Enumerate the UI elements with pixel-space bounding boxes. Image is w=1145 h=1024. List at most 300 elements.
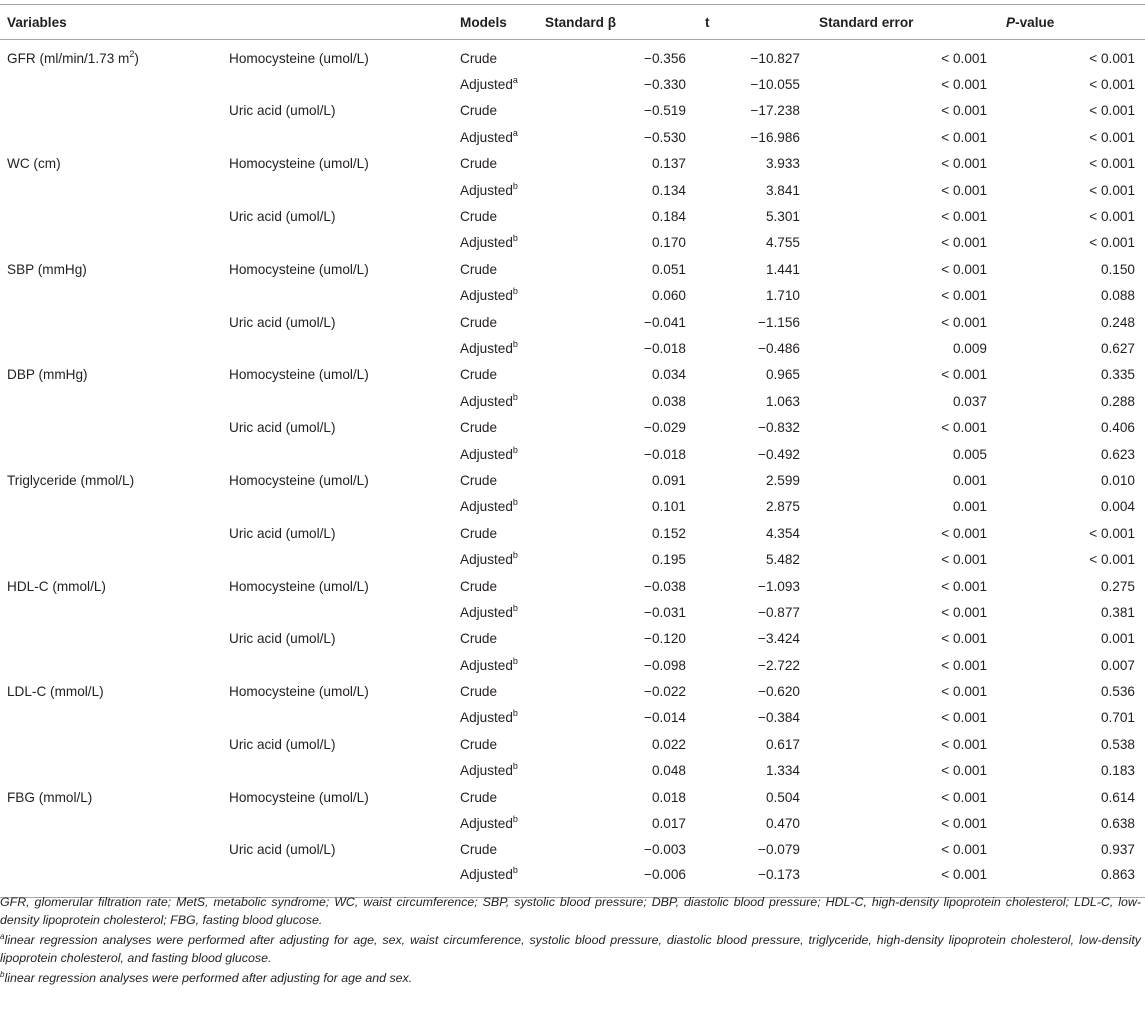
table-row <box>0 784 1145 810</box>
cell-model <box>453 810 538 836</box>
cell-p-value: 0.001 <box>1100 631 1135 647</box>
cell-t: 5.301 <box>765 209 800 225</box>
cell-p-value: < 0.001 <box>1089 209 1135 225</box>
model-label: Adjusted <box>460 499 513 515</box>
model-footnote-mark: b <box>512 444 518 455</box>
cell-standard-beta: −0.022 <box>644 684 686 700</box>
cell-model <box>453 494 538 520</box>
cell-t: 0.470 <box>765 816 800 832</box>
cell-model <box>453 71 538 97</box>
header-standard-error: Standard error <box>812 5 999 40</box>
cell-model <box>453 599 538 625</box>
cell-p-value: 0.004 <box>1100 499 1135 515</box>
cell-standard-error: < 0.001 <box>941 789 987 805</box>
cell-model <box>453 784 538 810</box>
model-footnote-mark: b <box>512 814 518 825</box>
cell-t: −2.722 <box>758 657 800 673</box>
cell-exposure <box>222 758 453 784</box>
model-label: Crude <box>460 367 498 383</box>
cell-standard-beta: −0.519 <box>644 103 686 119</box>
table-row <box>0 520 1145 546</box>
cell-standard-beta: 0.022 <box>651 736 686 752</box>
cell-exposure <box>222 494 453 520</box>
header-row <box>0 5 1145 40</box>
variable-label: FBG (mmol/L) <box>7 789 93 805</box>
cell-standard-error: 0.001 <box>952 499 987 515</box>
cell-exposure: Uric acid (umol/L) <box>229 631 336 647</box>
model-label: Crude <box>460 684 498 700</box>
cell-exposure: Homocysteine (umol/L) <box>229 261 369 277</box>
cell-standard-error: < 0.001 <box>941 182 987 198</box>
model-label: Crude <box>460 156 498 172</box>
cell-model <box>453 335 538 361</box>
cell-variable <box>0 494 222 520</box>
cell-p-value: 0.538 <box>1100 736 1135 752</box>
cell-standard-beta: 0.184 <box>651 209 686 225</box>
model-footnote-mark: b <box>512 497 518 508</box>
cell-variable <box>0 599 222 625</box>
cell-t: −0.832 <box>758 420 800 436</box>
cell-standard-error: < 0.001 <box>941 235 987 251</box>
cell-standard-error: < 0.001 <box>941 209 987 225</box>
cell-model <box>453 414 538 440</box>
cell-exposure: Uric acid (umol/L) <box>229 103 336 119</box>
model-label: Crude <box>460 789 498 805</box>
cell-standard-error: < 0.001 <box>941 103 987 119</box>
cell-p-value: 0.627 <box>1100 340 1135 356</box>
model-footnote-mark: b <box>512 338 518 349</box>
cell-t: 1.710 <box>765 288 800 304</box>
cell-exposure: Uric acid (umol/L) <box>229 736 336 752</box>
variable-suffix: ) <box>134 50 139 66</box>
cell-standard-error: < 0.001 <box>941 657 987 673</box>
model-label: Crude <box>460 103 498 119</box>
cell-exposure <box>222 230 453 256</box>
cell-standard-error: < 0.001 <box>941 77 987 93</box>
cell-model <box>453 758 538 784</box>
cell-standard-error: < 0.001 <box>941 631 987 647</box>
footnote-b <box>0 969 1141 987</box>
table-row <box>0 731 1145 757</box>
model-label: Crude <box>460 578 498 594</box>
cell-t: −17.238 <box>750 103 800 119</box>
table-footnotes <box>0 893 1141 989</box>
cell-exposure <box>222 124 453 150</box>
cell-t: 3.933 <box>765 156 800 172</box>
cell-variable <box>0 335 222 361</box>
cell-standard-beta: −0.014 <box>644 710 686 726</box>
model-footnote-mark: b <box>512 180 518 191</box>
cell-standard-beta: −0.356 <box>644 50 686 66</box>
cell-standard-error: 0.037 <box>952 393 987 409</box>
footnote-a <box>0 931 1141 967</box>
cell-p-value: < 0.001 <box>1089 50 1135 66</box>
cell-p-value: 0.381 <box>1100 604 1135 620</box>
cell-standard-beta: 0.060 <box>651 288 686 304</box>
cell-exposure: Homocysteine (umol/L) <box>229 156 369 172</box>
cell-p-value: < 0.001 <box>1089 552 1135 568</box>
table-row <box>0 837 1145 863</box>
cell-variable <box>0 40 222 72</box>
cell-t: −0.492 <box>758 446 800 462</box>
table-row <box>0 573 1145 599</box>
cell-variable <box>0 731 222 757</box>
cell-model <box>453 520 538 546</box>
model-footnote-mark: b <box>512 602 518 613</box>
cell-variable <box>0 362 222 388</box>
cell-model <box>453 283 538 309</box>
cell-exposure <box>222 283 453 309</box>
cell-t: −0.079 <box>758 842 800 858</box>
cell-exposure: Uric acid (umol/L) <box>229 420 336 436</box>
cell-variable <box>0 441 222 467</box>
cell-standard-error: < 0.001 <box>941 288 987 304</box>
cell-variable <box>0 388 222 414</box>
model-footnote-mark: b <box>512 655 518 666</box>
cell-p-value: < 0.001 <box>1089 129 1135 145</box>
header-standard-beta: Standard β <box>538 5 698 40</box>
cell-t: −1.093 <box>758 578 800 594</box>
model-label: Crude <box>460 631 498 647</box>
cell-p-value: 0.010 <box>1100 472 1135 488</box>
cell-t: 3.841 <box>765 182 800 198</box>
cell-t: 1.441 <box>765 261 800 277</box>
table-row <box>0 283 1145 309</box>
cell-standard-beta: 0.137 <box>651 156 686 172</box>
cell-exposure <box>222 599 453 625</box>
cell-model <box>453 837 538 863</box>
table-row <box>0 494 1145 520</box>
cell-variable <box>0 203 222 229</box>
table-row <box>0 203 1145 229</box>
table-row <box>0 546 1145 572</box>
table-row <box>0 467 1145 493</box>
cell-model <box>453 731 538 757</box>
cell-t: −1.156 <box>758 314 800 330</box>
cell-p-value: 0.288 <box>1100 393 1135 409</box>
table-row <box>0 362 1145 388</box>
cell-p-value: 0.623 <box>1100 446 1135 462</box>
table-row <box>0 40 1145 72</box>
cell-variable <box>0 467 222 493</box>
cell-p-value: 0.406 <box>1100 420 1135 436</box>
table-header <box>0 5 1145 40</box>
regression-table <box>0 4 1145 898</box>
cell-standard-beta: −0.003 <box>644 842 686 858</box>
cell-model <box>453 678 538 704</box>
cell-standard-error: < 0.001 <box>941 763 987 779</box>
cell-standard-beta: −0.006 <box>538 863 698 898</box>
cell-model <box>453 705 538 731</box>
header-variables: Variables <box>0 5 222 40</box>
model-label: Adjusted <box>460 340 513 356</box>
cell-variable <box>0 546 222 572</box>
model-label: Adjusted <box>460 710 513 726</box>
cell-standard-error: < 0.001 <box>812 863 999 898</box>
footnote-b-mark: b <box>0 970 5 979</box>
table-row <box>0 151 1145 177</box>
cell-model <box>453 40 538 72</box>
table-row <box>0 388 1145 414</box>
cell-standard-error: < 0.001 <box>941 314 987 330</box>
cell-p-value: 0.150 <box>1100 261 1135 277</box>
model-label: Crude <box>460 842 498 858</box>
cell-standard-beta: −0.098 <box>644 657 686 673</box>
model-footnote-mark: a <box>512 127 518 138</box>
cell-variable <box>0 758 222 784</box>
model-label: Adjusted <box>460 182 513 198</box>
cell-model <box>453 98 538 124</box>
footnote-b-text: linear regression analyses were performed after adjusting for age and sex. <box>4 971 413 985</box>
cell-variable <box>0 151 222 177</box>
cell-standard-beta: −0.041 <box>644 314 686 330</box>
cell-exposure: Uric acid (umol/L) <box>229 525 336 541</box>
cell-variable <box>0 309 222 335</box>
cell-standard-beta: −0.120 <box>644 631 686 647</box>
cell-t: 1.063 <box>765 393 800 409</box>
model-label: Adjusted <box>460 816 513 832</box>
model-label: Adjusted <box>460 552 513 568</box>
cell-standard-error: < 0.001 <box>941 816 987 832</box>
cell-standard-beta: 0.048 <box>651 763 686 779</box>
model-footnote-mark: b <box>512 550 518 561</box>
table-row <box>0 652 1145 678</box>
cell-standard-error: < 0.001 <box>941 842 987 858</box>
cell-model <box>453 546 538 572</box>
table-row <box>0 678 1145 704</box>
cell-model <box>453 573 538 599</box>
cell-t: −0.173 <box>698 863 812 898</box>
cell-variable <box>0 71 222 97</box>
cell-standard-beta: 0.170 <box>651 235 686 251</box>
cell-p-value: 0.937 <box>1100 842 1135 858</box>
cell-variable <box>0 520 222 546</box>
model-label: Crude <box>460 736 498 752</box>
cell-p-value: < 0.001 <box>1089 525 1135 541</box>
model-label: Adjusted <box>460 446 513 462</box>
cell-exposure: Uric acid (umol/L) <box>229 209 336 225</box>
variable-label: HDL-C (mmol/L) <box>7 578 106 594</box>
cell-model <box>453 441 538 467</box>
cell-standard-beta: −0.018 <box>644 340 686 356</box>
cell-standard-beta: −0.031 <box>644 604 686 620</box>
model-label: Adjusted <box>460 235 513 251</box>
model-footnote-mark: a <box>512 75 518 86</box>
table-row <box>0 309 1145 335</box>
cell-t: −0.620 <box>758 684 800 700</box>
cell-t: −3.424 <box>758 631 800 647</box>
cell-t: −0.877 <box>758 604 800 620</box>
model-footnote-mark: b <box>512 391 518 402</box>
cell-model <box>453 626 538 652</box>
model-label: Crude <box>460 420 498 436</box>
cell-t: 0.965 <box>765 367 800 383</box>
cell-p-value: 0.536 <box>1100 684 1135 700</box>
cell-variable <box>0 573 222 599</box>
footnote-a-mark: a <box>0 932 5 941</box>
cell-standard-beta: 0.152 <box>651 525 686 541</box>
model-label: Crude <box>460 525 498 541</box>
model-label: Crude <box>460 261 498 277</box>
model-label: Crude <box>460 209 498 225</box>
header-exposure <box>222 5 453 40</box>
header-models: Models <box>453 5 538 40</box>
cell-p-value: < 0.001 <box>1089 182 1135 198</box>
header-t: t <box>698 5 812 40</box>
cell-standard-error: < 0.001 <box>941 578 987 594</box>
cell-exposure <box>222 388 453 414</box>
cell-standard-error: 0.001 <box>952 472 987 488</box>
table-row <box>0 414 1145 440</box>
cell-exposure: Homocysteine (umol/L) <box>229 367 369 383</box>
cell-model <box>453 652 538 678</box>
cell-t: −16.986 <box>750 129 800 145</box>
table-row <box>0 98 1145 124</box>
cell-p-value: 0.701 <box>1100 710 1135 726</box>
cell-p-value: < 0.001 <box>1089 77 1135 93</box>
variable-label: SBP (mmHg) <box>7 261 87 277</box>
cell-t: −0.486 <box>758 340 800 356</box>
cell-t: 2.599 <box>765 472 800 488</box>
variable-label: DBP (mmHg) <box>7 367 88 383</box>
header-p-value <box>999 5 1145 40</box>
cell-exposure <box>222 335 453 361</box>
cell-exposure: Homocysteine (umol/L) <box>229 578 369 594</box>
model-label: Adjusted <box>460 129 513 145</box>
cell-variable <box>0 256 222 282</box>
cell-standard-beta: 0.134 <box>651 182 686 198</box>
table-row <box>0 256 1145 282</box>
cell-model <box>453 256 538 282</box>
cell-model <box>453 230 538 256</box>
cell-standard-error: < 0.001 <box>941 525 987 541</box>
cell-standard-beta: −0.530 <box>644 129 686 145</box>
model-footnote-mark: b <box>512 761 518 772</box>
model-label: Crude <box>460 472 498 488</box>
footnote-a-text: linear regression analyses were performed after adjusting for age, sex, waist circumference, systolic blood pressure, diastolic blood pressure, triglyceride, high-density lipoprotein cholesterol, low-density lipoprotein cholesterol, and fasting blood glucose. <box>0 933 1141 965</box>
cell-standard-error: 0.009 <box>952 340 987 356</box>
cell-p-value: 0.614 <box>1100 789 1135 805</box>
cell-standard-beta: −0.038 <box>644 578 686 594</box>
cell-variable <box>0 705 222 731</box>
cell-variable <box>0 98 222 124</box>
cell-p-value: 0.638 <box>1100 816 1135 832</box>
table-row <box>0 124 1145 150</box>
model-label: Adjusted <box>460 867 513 883</box>
cell-exposure <box>222 705 453 731</box>
model-footnote-mark: b <box>512 708 518 719</box>
cell-model <box>453 151 538 177</box>
model-footnote-mark: b <box>512 233 518 244</box>
cell-exposure <box>222 177 453 203</box>
cell-exposure: Homocysteine (umol/L) <box>229 789 369 805</box>
cell-variable <box>0 784 222 810</box>
cell-standard-beta: 0.038 <box>651 393 686 409</box>
cell-model <box>453 177 538 203</box>
model-label: Crude <box>460 50 498 66</box>
cell-t: 2.875 <box>765 499 800 515</box>
cell-t: 4.755 <box>765 235 800 251</box>
cell-p-value: 0.183 <box>1100 763 1135 779</box>
cell-standard-error: < 0.001 <box>941 261 987 277</box>
cell-standard-beta: −0.330 <box>644 77 686 93</box>
table-row <box>0 626 1145 652</box>
cell-exposure: Homocysteine (umol/L) <box>229 50 369 66</box>
cell-variable <box>0 626 222 652</box>
cell-standard-beta: 0.017 <box>651 816 686 832</box>
table-row <box>0 599 1145 625</box>
cell-exposure <box>222 810 453 836</box>
cell-exposure <box>222 652 453 678</box>
cell-standard-error: < 0.001 <box>941 156 987 172</box>
table-row <box>0 177 1145 203</box>
cell-standard-beta: −0.029 <box>644 420 686 436</box>
variable-label: LDL-C (mmol/L) <box>7 684 104 700</box>
cell-t: −10.827 <box>750 50 800 66</box>
cell-variable <box>0 124 222 150</box>
table-row <box>0 705 1145 731</box>
cell-p-value: 0.863 <box>999 863 1145 898</box>
cell-standard-error: < 0.001 <box>941 552 987 568</box>
cell-standard-error: < 0.001 <box>941 736 987 752</box>
cell-model <box>453 203 538 229</box>
cell-p-value: < 0.001 <box>1089 103 1135 119</box>
cell-p-value: 0.088 <box>1100 288 1135 304</box>
cell-exposure: Homocysteine (umol/L) <box>229 472 369 488</box>
cell-p-value: 0.248 <box>1100 314 1135 330</box>
table-row <box>0 810 1145 836</box>
table-row <box>0 441 1145 467</box>
cell-variable <box>0 230 222 256</box>
cell-p-value: 0.007 <box>1100 657 1135 673</box>
cell-exposure: Uric acid (umol/L) <box>229 314 336 330</box>
model-label: Adjusted <box>460 393 513 409</box>
cell-exposure <box>222 546 453 572</box>
model-footnote-mark: b <box>512 865 518 876</box>
cell-standard-beta: 0.195 <box>651 552 686 568</box>
cell-variable <box>0 810 222 836</box>
variable-superscript: 2 <box>129 48 135 59</box>
cell-standard-beta: 0.091 <box>651 472 686 488</box>
cell-t: −0.384 <box>758 710 800 726</box>
cell-t: 4.354 <box>765 525 800 541</box>
cell-p-value: < 0.001 <box>1089 235 1135 251</box>
cell-standard-error: < 0.001 <box>941 129 987 145</box>
cell-exposure: Homocysteine (umol/L) <box>229 684 369 700</box>
model-label: Adjusted <box>460 288 513 304</box>
footnote-abbreviations: GFR, glomerular filtration rate; MetS, metabolic syndrome; WC, waist circumference; SBP, systolic blood pressure; DBP, diastolic blood pressure; HDL-C, high-density lipoprotein cholesterol; LDL-C, low-density lipoprotein cholesterol; FBG, fasting blood glucose. <box>0 895 1141 927</box>
cell-variable <box>0 652 222 678</box>
cell-model <box>453 309 538 335</box>
cell-variable <box>0 678 222 704</box>
cell-model <box>453 467 538 493</box>
cell-standard-error: < 0.001 <box>941 367 987 383</box>
cell-variable <box>0 177 222 203</box>
cell-p-value: 0.335 <box>1100 367 1135 383</box>
model-label: Adjusted <box>460 657 513 673</box>
cell-standard-beta: 0.101 <box>651 499 686 515</box>
model-label: Adjusted <box>460 763 513 779</box>
cell-standard-beta: 0.034 <box>651 367 686 383</box>
cell-model <box>453 124 538 150</box>
cell-standard-error: 0.005 <box>952 446 987 462</box>
cell-exposure <box>222 441 453 467</box>
table-row <box>0 758 1145 784</box>
header-p-rest: -value <box>1015 14 1055 30</box>
cell-standard-beta: −0.018 <box>644 446 686 462</box>
cell-standard-error: < 0.001 <box>941 420 987 436</box>
variable-label: WC (cm) <box>7 156 61 172</box>
